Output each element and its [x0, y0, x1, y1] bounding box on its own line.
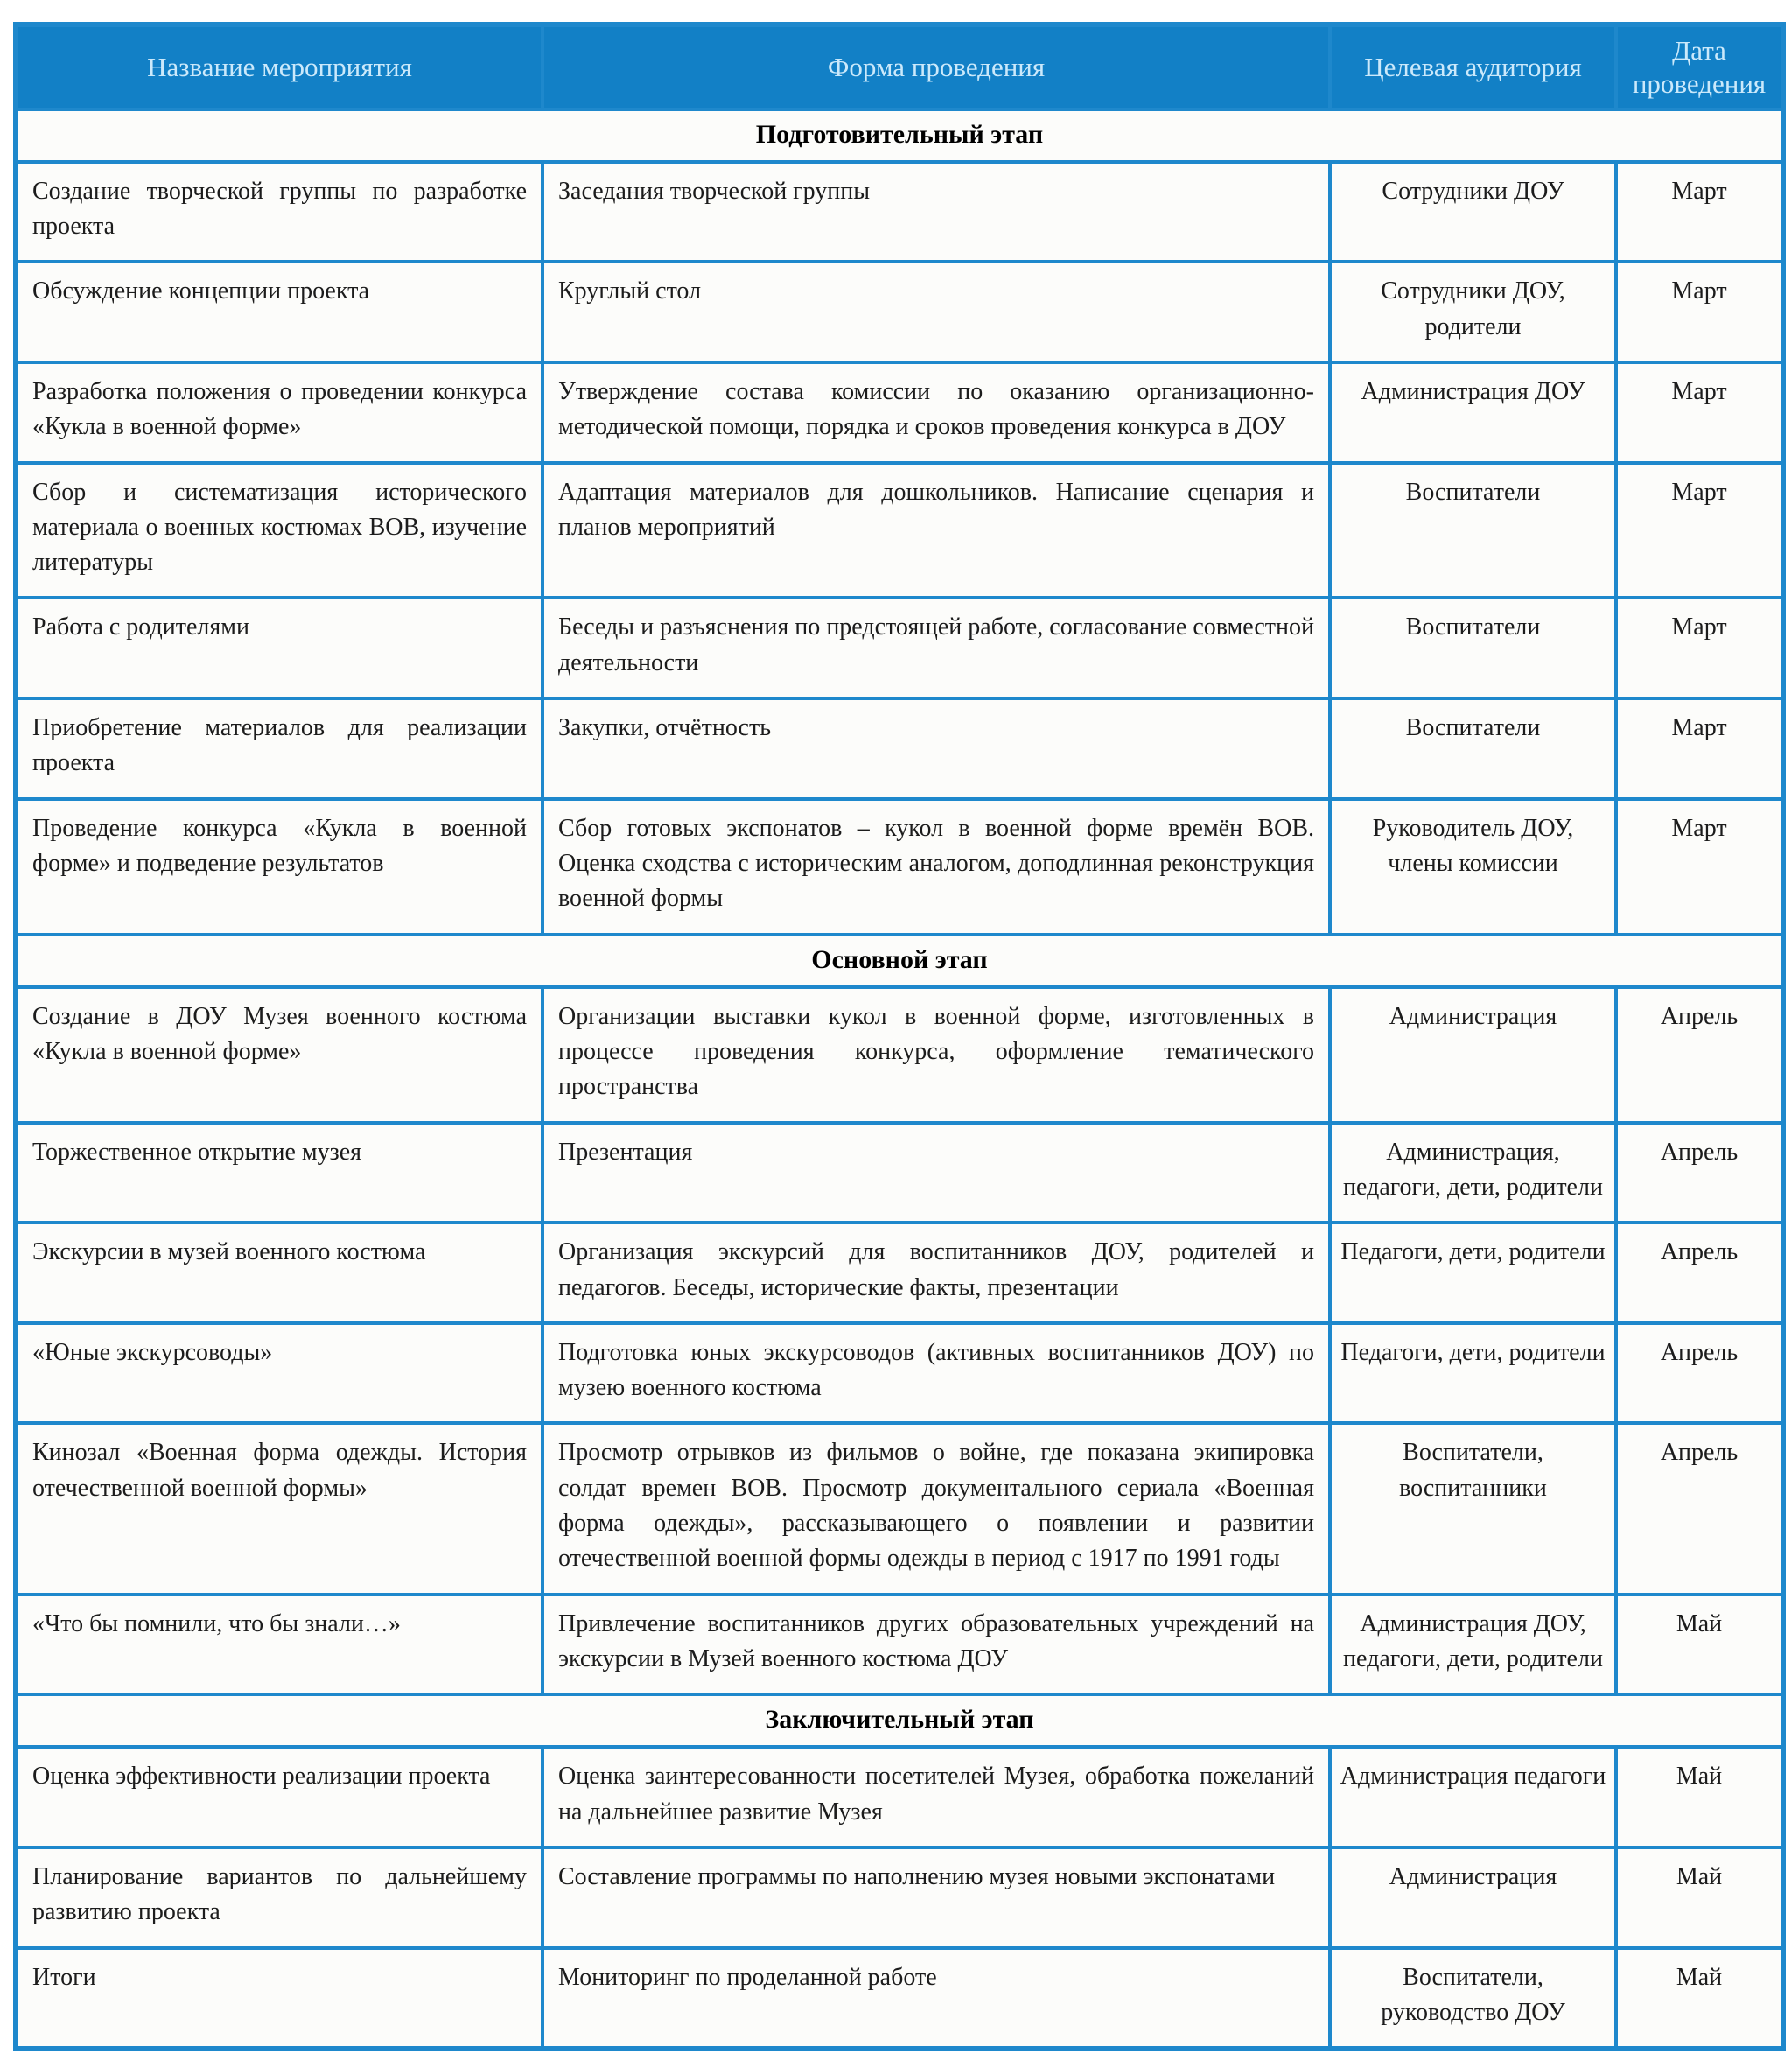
audience-cell: Администрация педагоги — [1330, 1747, 1616, 1847]
section-title: Основной этап — [16, 935, 1783, 987]
section-title: Подготовительный этап — [16, 109, 1783, 162]
event-name-cell: Приобретение материалов для реализации проекта — [16, 698, 542, 799]
event-schedule-table — [13, 22, 1786, 2051]
event-name-cell: Кинозал «Военная форма одежды. История отечественной военной формы» — [16, 1423, 542, 1594]
table-row — [16, 1595, 1783, 1695]
column-header-date: Дата проведения — [1616, 25, 1783, 109]
date-cell: Март — [1616, 262, 1783, 362]
audience-cell: Сотрудники ДОУ, родители — [1330, 262, 1616, 362]
format-cell: Беседы и разъяснения по предстоящей работе, согласование совместной деятельности — [542, 598, 1330, 698]
format-cell: Оценка заинтересованности посетителей Музея, обработка пожеланий на дальнейшее развитие Музея — [542, 1747, 1330, 1847]
event-name-cell: Обсуждение концепции проекта — [16, 262, 542, 362]
table-header — [16, 25, 1783, 109]
table-row — [16, 698, 1783, 799]
event-name-cell: Сбор и систематизация исторического материала о военных костюмах ВОВ, изучение литературы — [16, 463, 542, 599]
audience-cell: Администрация ДОУ, педагоги, дети, родители — [1330, 1595, 1616, 1695]
audience-cell: Сотрудники ДОУ — [1330, 162, 1616, 263]
event-name-cell: Создание в ДОУ Музея военного костюма «Кукла в военной форме» — [16, 987, 542, 1123]
format-cell: Закупки, отчётность — [542, 698, 1330, 799]
date-cell: Март — [1616, 362, 1783, 463]
table-body — [16, 109, 1783, 2050]
event-name-cell: Оценка эффективности реализации проекта — [16, 1747, 542, 1847]
event-name-cell: Экскурсии в музей военного костюма — [16, 1223, 542, 1323]
format-cell: Организации выставки кукол в военной форме, изготовленных в процессе проведения конкурса, оформление тематического пространства — [542, 987, 1330, 1123]
column-header-format: Форма проведения — [542, 25, 1330, 109]
format-cell: Составление программы по наполнению музея новыми экспонатами — [542, 1847, 1330, 1948]
section-title: Заключительный этап — [16, 1694, 1783, 1747]
date-cell: Май — [1616, 1847, 1783, 1948]
date-cell: Апрель — [1616, 1423, 1783, 1594]
event-name-cell: Проведение конкурса «Кукла в военной форме» и подведение результатов — [16, 799, 542, 935]
table-row — [16, 362, 1783, 463]
event-name-cell: Итоги — [16, 1948, 542, 2050]
audience-cell: Администрация — [1330, 1847, 1616, 1948]
event-name-cell: «Юные экскурсоводы» — [16, 1323, 542, 1424]
section-row — [16, 1694, 1783, 1747]
table-row — [16, 1747, 1783, 1847]
table-row — [16, 1847, 1783, 1948]
format-cell: Утверждение состава комиссии по оказанию организационно-методической помощи, порядка и сроков проведения конкурса в ДОУ — [542, 362, 1330, 463]
audience-cell: Педагоги, дети, родители — [1330, 1323, 1616, 1424]
format-cell: Презентация — [542, 1123, 1330, 1223]
date-cell: Май — [1616, 1948, 1783, 2050]
audience-cell: Воспитатели, руководство ДОУ — [1330, 1948, 1616, 2050]
audience-cell: Воспитатели — [1330, 698, 1616, 799]
format-cell: Организация экскурсий для воспитанников ДОУ, родителей и педагогов. Беседы, исторические факты, презентации — [542, 1223, 1330, 1323]
event-name-cell: Планирование вариантов по дальнейшему развитию проекта — [16, 1847, 542, 1948]
column-header-audience: Целевая аудитория — [1330, 25, 1616, 109]
audience-cell: Воспитатели, воспитанники — [1330, 1423, 1616, 1594]
audience-cell: Руководитель ДОУ, члены комиссии — [1330, 799, 1616, 935]
date-cell: Май — [1616, 1747, 1783, 1847]
audience-cell: Педагоги, дети, родители — [1330, 1223, 1616, 1323]
date-cell: Апрель — [1616, 1223, 1783, 1323]
format-cell: Подготовка юных экскурсоводов (активных воспитанников ДОУ) по музею военного костюма — [542, 1323, 1330, 1424]
event-name-cell: Создание творческой группы по разработке проекта — [16, 162, 542, 263]
date-cell: Март — [1616, 799, 1783, 935]
section-row — [16, 935, 1783, 987]
audience-cell: Администрация ДОУ — [1330, 362, 1616, 463]
table-row — [16, 1423, 1783, 1594]
table-row — [16, 1323, 1783, 1424]
table-row — [16, 162, 1783, 263]
table-row — [16, 1223, 1783, 1323]
format-cell: Просмотр отрывков из фильмов о войне, где показана экипировка солдат времен ВОВ. Просмотр документального сериала «Военная форма одежды», рассказывающего о появлении и развитии отечественной военной формы одежды в период с 1917 по 1991 годы — [542, 1423, 1330, 1594]
event-name-cell: Торжественное открытие музея — [16, 1123, 542, 1223]
format-cell: Круглый стол — [542, 262, 1330, 362]
table-row — [16, 987, 1783, 1123]
format-cell: Привлечение воспитанников других образовательных учреждений на экскурсии в Музей военного костюма ДОУ — [542, 1595, 1330, 1695]
date-cell: Март — [1616, 698, 1783, 799]
audience-cell: Воспитатели — [1330, 598, 1616, 698]
date-cell: Март — [1616, 162, 1783, 263]
column-header-event-name: Название мероприятия — [16, 25, 542, 109]
date-cell: Апрель — [1616, 987, 1783, 1123]
date-cell: Март — [1616, 463, 1783, 599]
table-row — [16, 598, 1783, 698]
date-cell: Апрель — [1616, 1323, 1783, 1424]
event-name-cell: Работа с родителями — [16, 598, 542, 698]
table-row — [16, 463, 1783, 599]
format-cell: Адаптация материалов для дошкольников. Написание сценария и планов мероприятий — [542, 463, 1330, 599]
format-cell: Мониторинг по проделанной работе — [542, 1948, 1330, 2050]
table-row — [16, 799, 1783, 935]
date-cell: Май — [1616, 1595, 1783, 1695]
date-cell: Март — [1616, 598, 1783, 698]
header-row — [16, 25, 1783, 109]
table-row — [16, 1123, 1783, 1223]
audience-cell: Администрация — [1330, 987, 1616, 1123]
table-row — [16, 1948, 1783, 2050]
format-cell: Заседания творческой группы — [542, 162, 1330, 263]
table-row — [16, 262, 1783, 362]
audience-cell: Администрация, педагоги, дети, родители — [1330, 1123, 1616, 1223]
section-row — [16, 109, 1783, 162]
event-name-cell: Разработка положения о проведении конкурса «Кукла в военной форме» — [16, 362, 542, 463]
date-cell: Апрель — [1616, 1123, 1783, 1223]
format-cell: Сбор готовых экспонатов – кукол в военной форме времён ВОВ. Оценка сходства с историческим аналогом, доподлинная реконструкция военной формы — [542, 799, 1330, 935]
event-name-cell: «Что бы помнили, что бы знали…» — [16, 1595, 542, 1695]
audience-cell: Воспитатели — [1330, 463, 1616, 599]
